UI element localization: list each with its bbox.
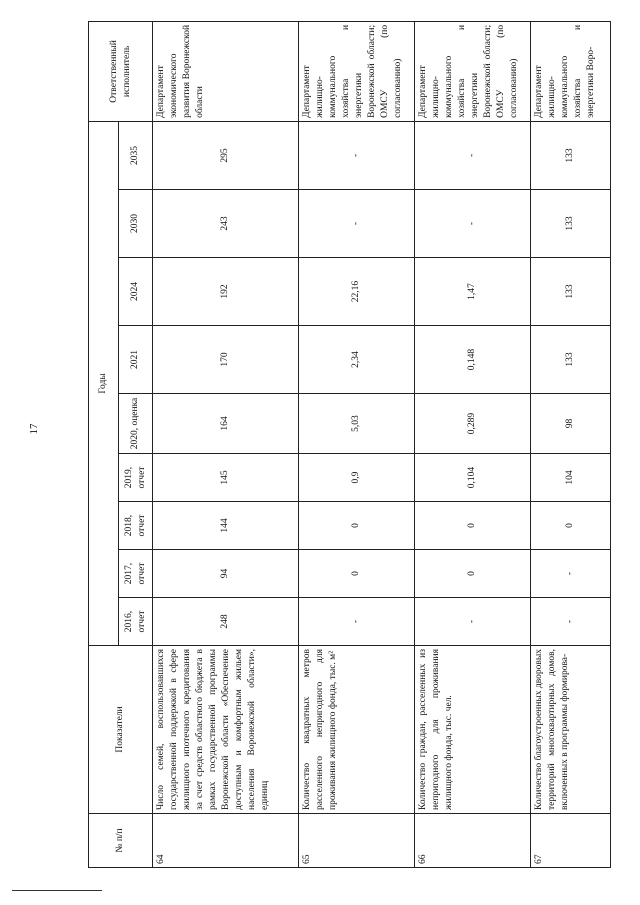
row-value: - (531, 598, 611, 646)
page-number: 17 (28, 423, 40, 435)
header-year: 2016, отчет (119, 598, 153, 646)
header-years: Годы (89, 121, 119, 645)
row-value: 98 (531, 394, 611, 454)
row-value: 145 (153, 454, 299, 502)
indicators-table (88, 21, 611, 868)
table-container (88, 22, 610, 868)
header-year: 2017, отчет (119, 550, 153, 598)
row-indicator: Число семей, воспользовавшихся государственной поддержкой в сфере жилищного ипотечного кредитования за счет средств областного бюджета в рамках государственной программы Воронежской области «Обеспечение доступным и комфортным жильем населения Воронежской области», единиц (153, 646, 299, 814)
row-indicator: Количество граждан, расселенных из непригодного для проживания жилищного фонда, тыс. чел. (415, 646, 531, 814)
row-value: - (415, 121, 531, 189)
row-value: 0 (415, 550, 531, 598)
row-executor: Департамент жилищно-коммунального хозяйства и энергетики Воронежской области; ОМСУ (по согласованию) (415, 21, 531, 121)
header-year: 2024 (119, 258, 153, 326)
row-value: 133 (531, 326, 611, 394)
row-value: - (415, 190, 531, 258)
header-year: 2035 (119, 121, 153, 189)
footnote-separator (12, 890, 102, 891)
row-executor: Департамент жилищно-коммунального хозяйства и энергетики Воронежской области; ОМСУ (по согласованию) (299, 21, 415, 121)
row-value: - (299, 598, 415, 646)
row-value: 192 (153, 258, 299, 326)
row-value: 133 (531, 121, 611, 189)
row-num: 65 (299, 814, 415, 868)
row-value: 170 (153, 326, 299, 394)
rotated-table-frame (88, 22, 610, 868)
header-indicator: Показатели (89, 646, 153, 814)
header-num: № п/п (89, 814, 153, 868)
header-year: 2018, отчет (119, 502, 153, 550)
row-value: 0 (299, 502, 415, 550)
row-value: 243 (153, 190, 299, 258)
row-executor: Департамент экономического развития Воронежской области (153, 21, 299, 121)
row-value: 0,148 (415, 326, 531, 394)
row-value: - (299, 190, 415, 258)
row-indicator: Количество благоустроенных дворовых территорий многоквартирных домов, включенных в программы формирова- (531, 646, 611, 814)
row-value: - (531, 550, 611, 598)
row-num: 64 (153, 814, 299, 868)
row-value: 0 (415, 502, 531, 550)
row-num: 66 (415, 814, 531, 868)
table-row (299, 21, 415, 867)
row-value: 104 (531, 454, 611, 502)
header-executor: Ответственный исполнитель (89, 21, 153, 121)
row-value: 164 (153, 394, 299, 454)
header-year: 2021 (119, 326, 153, 394)
table-row (153, 21, 299, 867)
row-value: - (415, 598, 531, 646)
row-value: 5,03 (299, 394, 415, 454)
row-value: - (299, 121, 415, 189)
row-indicator: Количество квадратных метров расселенного непригодного для проживания жилищного фонда, тыс. м² (299, 646, 415, 814)
table-row (415, 21, 531, 867)
row-value: 94 (153, 550, 299, 598)
row-value: 2,34 (299, 326, 415, 394)
row-value: 0 (531, 502, 611, 550)
header-year: 2019, отчет (119, 454, 153, 502)
header-year: 2030 (119, 190, 153, 258)
row-value: 22,16 (299, 258, 415, 326)
row-num: 67 (531, 814, 611, 868)
row-value: 295 (153, 121, 299, 189)
table-row (531, 21, 611, 867)
row-value: 0 (299, 550, 415, 598)
row-value: 0,104 (415, 454, 531, 502)
row-executor: Департамент жилищно-коммунального хозяйства и энергетики Воро- (531, 21, 611, 121)
header-row-1 (89, 21, 119, 867)
row-value: 248 (153, 598, 299, 646)
header-year: 2020, оценка (119, 394, 153, 454)
row-value: 0,289 (415, 394, 531, 454)
row-value: 133 (531, 190, 611, 258)
row-value: 133 (531, 258, 611, 326)
row-value: 0,9 (299, 454, 415, 502)
row-value: 144 (153, 502, 299, 550)
row-value: 1,47 (415, 258, 531, 326)
